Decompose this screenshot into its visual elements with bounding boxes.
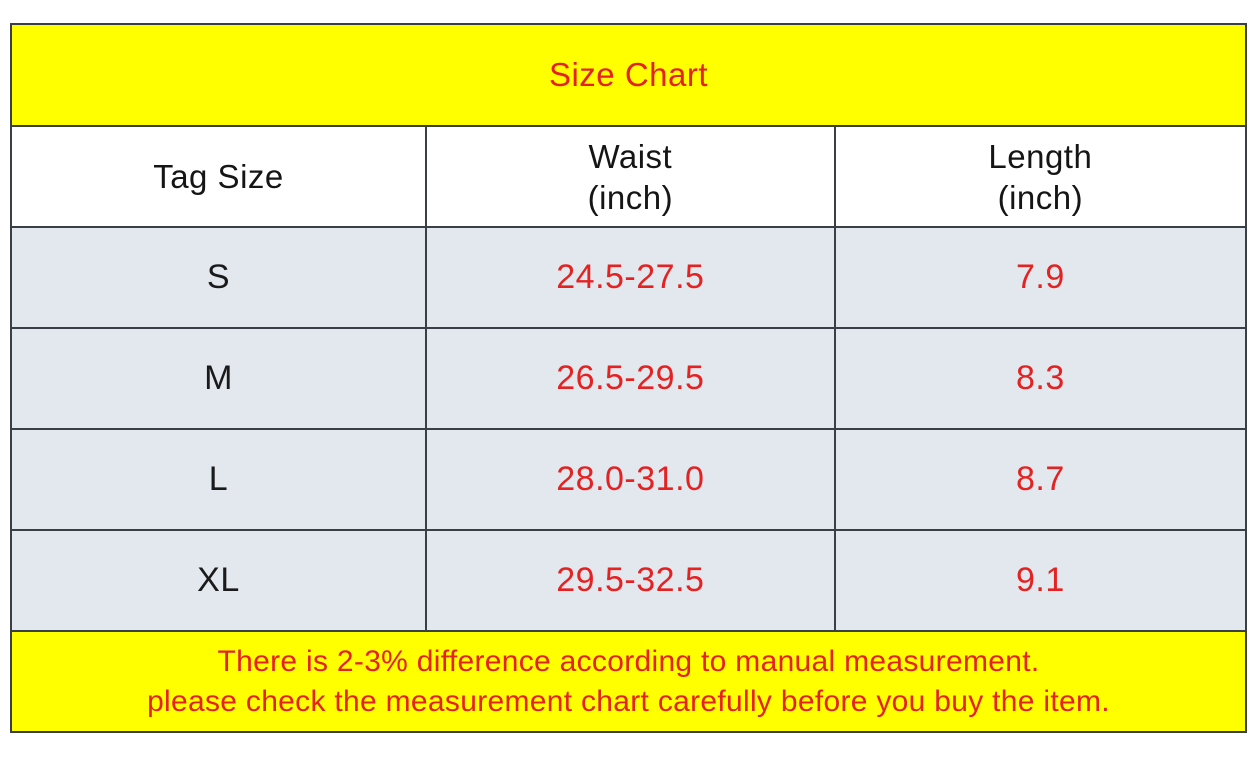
title-row [11,24,1246,126]
column-header-tag-size [11,126,426,227]
column-header-unit: (inch) [587,178,674,216]
chart-title: Size Chart [11,24,1246,126]
size-chart [10,23,1247,733]
tag-size-cell: M [11,328,426,429]
length-cell: 7.9 [835,227,1246,328]
column-header-label: Tag Size [153,158,284,195]
table-row-m [11,328,1246,429]
footer-note-line1: There is 2-3% difference according to manual measurement. [217,644,1040,678]
table-row-s [11,227,1246,328]
table-row-l [11,429,1246,530]
footer-note [11,631,1246,732]
column-header-length [835,126,1246,227]
length-cell: 8.3 [835,328,1246,429]
footer-note-row [11,631,1246,732]
tag-size-cell: L [11,429,426,530]
header-row [11,126,1246,227]
table-row-xl [11,530,1246,631]
tag-size-cell: S [11,227,426,328]
column-header-waist [426,126,835,227]
column-header-unit: (inch) [997,178,1084,216]
tag-size-cell: XL [11,530,426,631]
column-header-label: Waist [588,137,673,175]
footer-note-line2: please check the measurement chart carefully before you buy the item. [147,684,1110,718]
waist-cell: 26.5-29.5 [426,328,835,429]
length-cell: 9.1 [835,530,1246,631]
waist-cell: 24.5-27.5 [426,227,835,328]
length-cell: 8.7 [835,429,1246,530]
size-chart-table [10,23,1247,733]
column-header-label: Length [988,137,1093,175]
waist-cell: 29.5-32.5 [426,530,835,631]
waist-cell: 28.0-31.0 [426,429,835,530]
